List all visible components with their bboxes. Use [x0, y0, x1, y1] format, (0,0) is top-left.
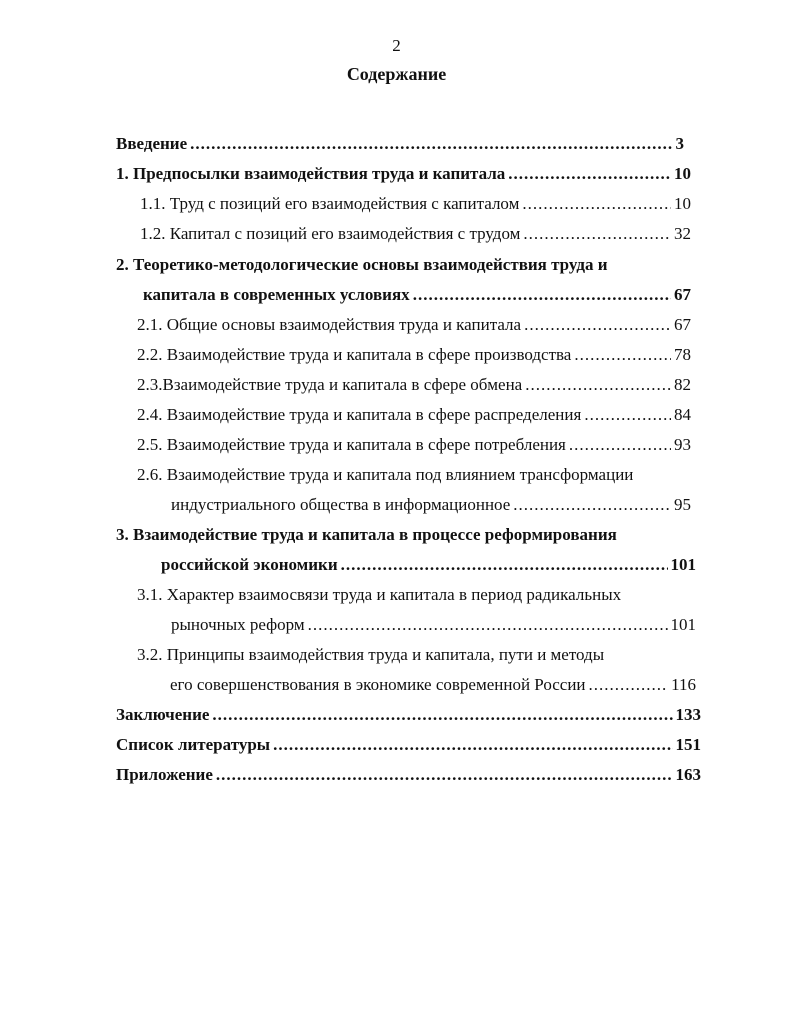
- toc-entry-page: 67: [674, 285, 691, 304]
- toc-leader-dots: [216, 763, 673, 787]
- toc-entry-section-2-5[interactable]: [137, 433, 691, 457]
- toc-entry-section-3-2-title[interactable]: 3.2. Принципы взаимодействия труда и капитала, пути и методы: [137, 645, 605, 664]
- toc-entry-chapter-1[interactable]: [116, 162, 691, 186]
- toc-entry-title: 1.1. Труд с позиций его взаимодействия с капиталом: [140, 194, 520, 213]
- toc-entry-page: 67: [674, 315, 691, 334]
- toc-entry-section-1-2[interactable]: [140, 222, 691, 246]
- toc-leader-dots: [508, 162, 671, 186]
- page-number: 2: [392, 36, 401, 55]
- toc-entry-page: 10: [674, 164, 691, 183]
- toc-entry-chapter-2[interactable]: [143, 283, 691, 307]
- toc-entry-chapter-3-title[interactable]: 3. Взаимодействие труда и капитала в процессе реформирования: [116, 525, 617, 544]
- toc-leader-dots: [308, 613, 668, 637]
- toc-entry-title: 2.3.Взаимодействие труда и капитала в сфере обмена: [137, 375, 523, 394]
- toc-entry-section-2-1[interactable]: [137, 313, 691, 337]
- toc-entry-page: 82: [674, 375, 691, 394]
- toc-entry-title: Заключение: [116, 705, 210, 724]
- toc-entry-title: 2.2. Взаимодействие труда и капитала в сфере производства: [137, 345, 572, 364]
- toc-leader-dots: [524, 313, 671, 337]
- toc-leader-dots: [190, 132, 672, 156]
- toc-entry-page: 151: [675, 735, 701, 754]
- toc-entry-title: рыночных реформ: [171, 615, 305, 634]
- toc-entry-page: 93: [674, 435, 691, 454]
- toc-entry-section-1-1[interactable]: [140, 192, 691, 216]
- toc-entry-title: Приложение: [116, 765, 213, 784]
- toc-entry-title: 1. Предпосылки взаимодействия труда и капитала: [116, 164, 506, 183]
- toc-entry-page: 32: [674, 224, 691, 243]
- toc-entry-section-2-6[interactable]: [171, 493, 691, 517]
- toc-entry-page: 101: [670, 615, 696, 634]
- toc-entry-title: Введение: [116, 134, 188, 153]
- toc-entry-page: 95: [674, 495, 691, 514]
- toc-leader-dots: [523, 222, 671, 246]
- page-title: Содержание: [346, 64, 447, 84]
- toc-leader-dots: [589, 673, 669, 697]
- toc-entry-title: 2.1. Общие основы взаимодействия труда и капитала: [137, 315, 522, 334]
- toc-entry-title: российской экономики: [161, 555, 338, 574]
- toc-entry-title: 1.2. Капитал с позиций его взаимодействия с трудом: [140, 224, 521, 243]
- toc-entry-section-3-1-title[interactable]: 3.1. Характер взаимосвязи труда и капитала в период радикальных: [137, 585, 622, 604]
- toc-leader-dots: [574, 343, 671, 367]
- toc-entry-title: 2.4. Взаимодействие труда и капитала в сфере распределения: [137, 405, 582, 424]
- toc-entry-references[interactable]: [116, 733, 701, 757]
- toc-entry-title: Список литературы: [116, 735, 271, 754]
- toc-entry-page: 84: [674, 405, 691, 424]
- toc-entry-page: 3: [675, 134, 684, 153]
- toc-entry-chapter-2-title[interactable]: 2. Теоретико-методологические основы взаимодействия труда и: [116, 255, 608, 274]
- toc-entry-chapter-3[interactable]: [161, 553, 696, 577]
- toc-leader-dots: [513, 493, 671, 517]
- toc-leader-dots: [413, 283, 671, 307]
- toc-leader-dots: [522, 192, 671, 216]
- toc-entry-title: индустриального общества в информационное: [171, 495, 511, 514]
- toc-entry-conclusion[interactable]: [116, 703, 701, 727]
- toc-entry-page: 78: [674, 345, 691, 364]
- toc-leader-dots: [212, 703, 672, 727]
- toc-entry-section-3-2[interactable]: [170, 673, 696, 697]
- toc-entry-appendix[interactable]: [116, 763, 701, 787]
- toc-leader-dots: [569, 433, 671, 457]
- toc-entry-section-3-1[interactable]: [171, 613, 696, 637]
- toc-entry-title: его совершенствования в экономике современной России: [170, 675, 586, 694]
- toc-entry-page: 10: [674, 194, 691, 213]
- toc-entry-section-2-2[interactable]: [137, 343, 691, 367]
- toc-entry-section-2-4[interactable]: [137, 403, 691, 427]
- toc-entry-page: 133: [675, 705, 701, 724]
- toc-entry-section-2-3[interactable]: [137, 373, 691, 397]
- toc-entry-title: капитала в современных условиях: [143, 285, 410, 304]
- toc-leader-dots: [584, 403, 671, 427]
- toc-entry-page: 101: [670, 555, 696, 574]
- toc-leader-dots: [341, 553, 668, 577]
- toc-entry-page: 163: [675, 765, 701, 784]
- toc-entry-page: 116: [671, 675, 696, 694]
- toc-leader-dots: [525, 373, 671, 397]
- toc-entry-title: 2.5. Взаимодействие труда и капитала в сфере потребления: [137, 435, 566, 454]
- toc-leader-dots: [273, 733, 672, 757]
- toc-entry-section-2-6-title[interactable]: 2.6. Взаимодействие труда и капитала под влиянием трансформации: [137, 465, 634, 484]
- toc-entry-introduction[interactable]: [116, 132, 684, 156]
